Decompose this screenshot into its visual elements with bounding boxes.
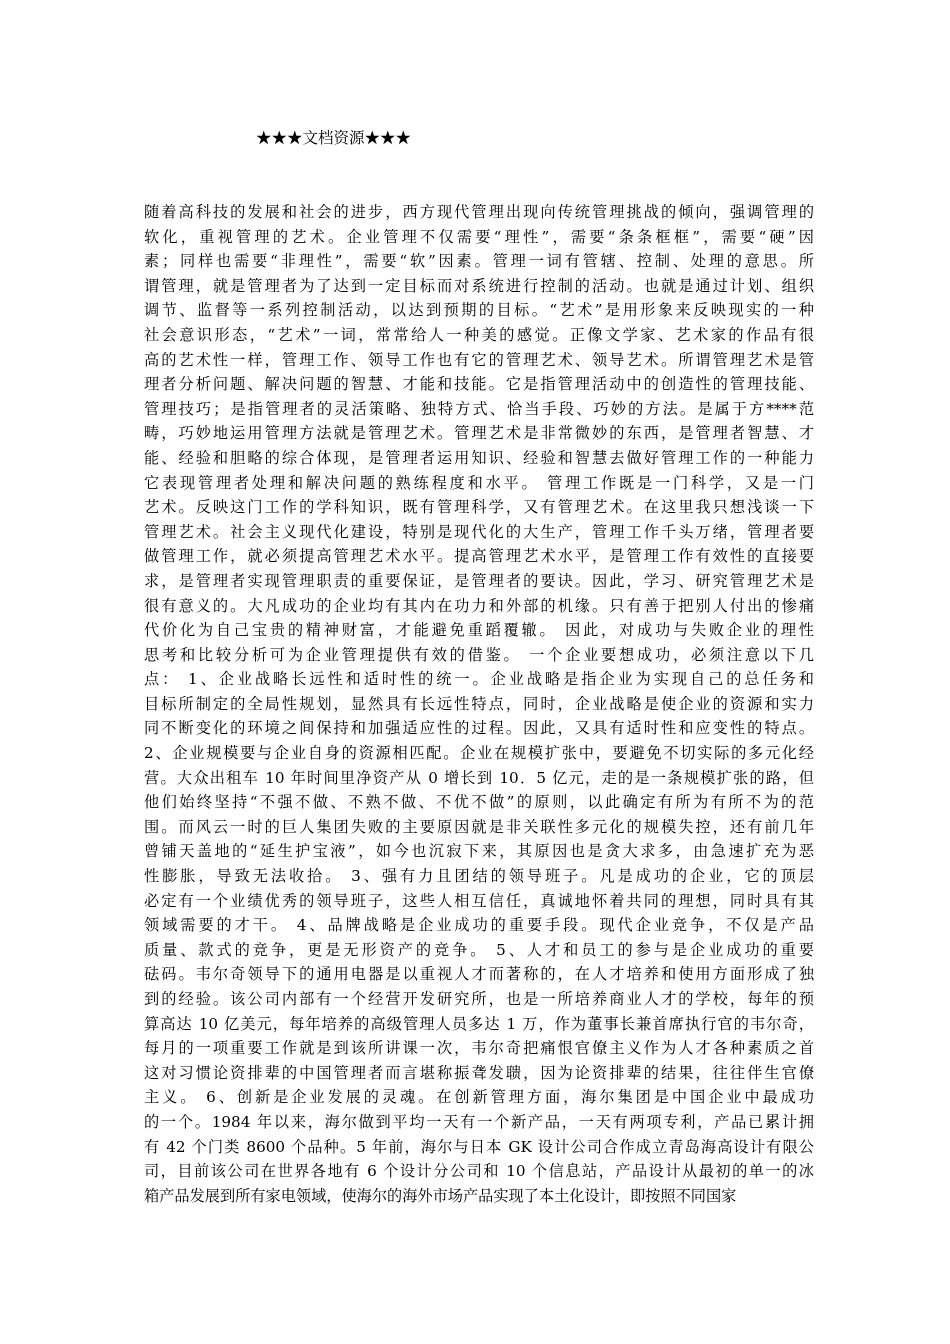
text-line: 目标所制定的全局性规划，显然具有长远性特点，同时，企业战略是使企业的资源和实力	[144, 694, 814, 713]
text-line: 围。而风云一时的巨人集团失败的主要原因就是非关联性多元化的规模失控，还有前几年	[144, 817, 814, 836]
text-line: 社会意识形态，“艺术”一词，常常给人一种美的感觉。正像文学家、艺术家的作品有很	[144, 325, 814, 344]
text-line: 质量、款式的竞争，更是无形资产的竞争。 5、人才和员工的参与是企业成功的重要	[144, 940, 814, 959]
text-line: 调节、监督等一系列控制活动，以达到预期的目标。“艺术”是用形象来反映现实的一种	[144, 301, 814, 320]
text-line: 点： 1、企业战略长远性和适时性的统一。企业战略是指企业为实现自己的总任务和	[144, 670, 814, 689]
text-line: 有 42 个门类 8600 个品种。5 年前，海尔与日本 GK 设计公司合作成立青岛海高设计有限公	[144, 1137, 814, 1156]
text-line: 思考和比较分析可为企业管理提供有效的借鉴。 一个企业要想成功，必须注意以下几	[144, 645, 814, 664]
text-line: 司，目前该公司在世界各地有 6 个设计分公司和 10 个信息站，产品设计从最初的单一的冰	[144, 1162, 814, 1181]
text-line: 这对习惯论资排辈的中国管理者而言堪称振聋发聩，因为论资排辈的结果，往往伴生官僚	[144, 1063, 814, 1082]
page-header: ★★★文档资源★★★	[256, 129, 412, 147]
text-line: 管理技巧；是指管理者的灵活策略、独特方式、恰当手段、巧妙的方法。是属于方****范	[144, 399, 814, 418]
text-line: 领域需要的才干。 4、品牌战略是企业成功的重要手段。现代企业竞争，不仅是产品	[144, 916, 814, 935]
text-line: 营。大众出租车 10 年时间里净资产从 0 增长到 10．5 亿元，走的是一条规模扩张的路，但	[144, 768, 814, 787]
text-line: 算高达 10 亿美元，每年培养的高级管理人员多达 1 万，作为董事长兼首席执行官的韦尔奇，	[144, 1014, 814, 1033]
text-line: 高的艺术性一样，管理工作、领导工作也有它的管理艺术、领导艺术。所谓管理艺术是管	[144, 350, 814, 369]
body-text	[144, 200, 814, 1208]
text-line: 随着高科技的发展和社会的进步，西方现代管理出现向传统管理挑战的倾向，强调管理的	[144, 203, 814, 221]
text-line: 能、经验和胆略的综合体现，是管理者运用知识、经验和智慧去做好管理工作的一种能力	[144, 448, 814, 467]
text-line: 素；同样也需要“非理性”，需要“软”因素。管理一词有管辖、控制、处理的意思。所	[144, 252, 814, 271]
text-line: 代价化为自己宝贵的精神财富，才能避免重蹈覆辙。 因此，对成功与失败企业的理性	[144, 621, 814, 640]
text-line: 艺术。反映这门工作的学科知识，既有管理科学，又有管理艺术。在这里我只想浅谈一下	[144, 498, 814, 517]
text-line: 理者分析问题、解决问题的智慧、才能和技能。它是指管理活动中的创造性的管理技能、	[144, 375, 814, 394]
text-line: 软化，重视管理的艺术。企业管理不仅需要“理性”，需要“条条框框”，需要“硬”因	[144, 227, 814, 246]
text-line: 很有意义的。大凡成功的企业均有其内在功力和外部的机缘。只有善于把别人付出的惨痛	[144, 596, 814, 615]
text-line: 到的经验。该公司内部有一个经营开发研究所，也是一所培养商业人才的学校，每年的预	[144, 990, 814, 1008]
text-line: 他们始终坚持“不强不做、不熟不做、不优不做”的原则，以此确定有所为有所不为的范	[144, 793, 814, 812]
text-line: 箱产品发展到所有家电领域，使海尔的海外市场产品实现了本土化设计，即按照不同国家	[144, 1186, 737, 1205]
text-line: 同不断变化的环境之间保持和加强适应性的过程。因此，又具有适时性和应变性的特点。	[144, 719, 814, 738]
text-line: 每月的一项重要工作就是到该所讲课一次，韦尔奇把痛恨官僚主义作为人才各种素质之首	[144, 1039, 814, 1058]
text-line: 的一个。1984 年以来，海尔做到平均一天有一个新产品，一天有两项专利，产品已累计拥	[144, 1112, 814, 1131]
text-line: 性膨胀，导致无法收拾。 3、强有力且团结的领导班子。凡是成功的企业，它的顶层	[144, 867, 814, 886]
text-line: 做管理工作，就必须提高管理艺术水平。提高管理艺术水平，是管理工作有效性的直接要	[144, 547, 814, 566]
text-line: 谓管理，就是管理者为了达到一定目标而对系统进行控制的活动。也就是通过计划、组织	[144, 276, 814, 295]
text-line: 求，是管理者实现管理职责的重要保证，是管理者的要诀。因此，学习、研究管理艺术是	[144, 571, 814, 590]
text-line: 它表现管理者处理和解决问题的熟练程度和水平。 管理工作既是一门科学，又是一门	[144, 473, 814, 492]
text-line: 畴，巧妙地运用管理方法就是管理艺术。管理艺术是非常微妙的东西，是管理者智慧、才	[144, 424, 814, 443]
text-line: 砝码。韦尔奇领导下的通用电器是以重视人才而著称的，在人才培养和使用方面形成了独	[144, 965, 814, 984]
text-line: 管理艺术。社会主义现代化建设，特别是现代化的大生产，管理工作千头万绪，管理者要	[144, 522, 814, 541]
text-line: 2、企业规模要与企业自身的资源相匹配。企业在规模扩张中，要避免不切实际的多元化经	[144, 744, 814, 763]
text-line: 必定有一个业绩优秀的领导班子，这些人相互信任，真诚地怀着共同的理想，同时具有其	[144, 891, 814, 910]
text-line: 主义。 6、创新是企业发展的灵魂。在创新管理方面，海尔集团是中国企业中最成功	[144, 1088, 814, 1107]
text-line: 曾铺天盖地的“延生护宝液”，如今也沉寂下来，其原因也是贪大求多，由急速扩充为恶	[144, 842, 814, 861]
